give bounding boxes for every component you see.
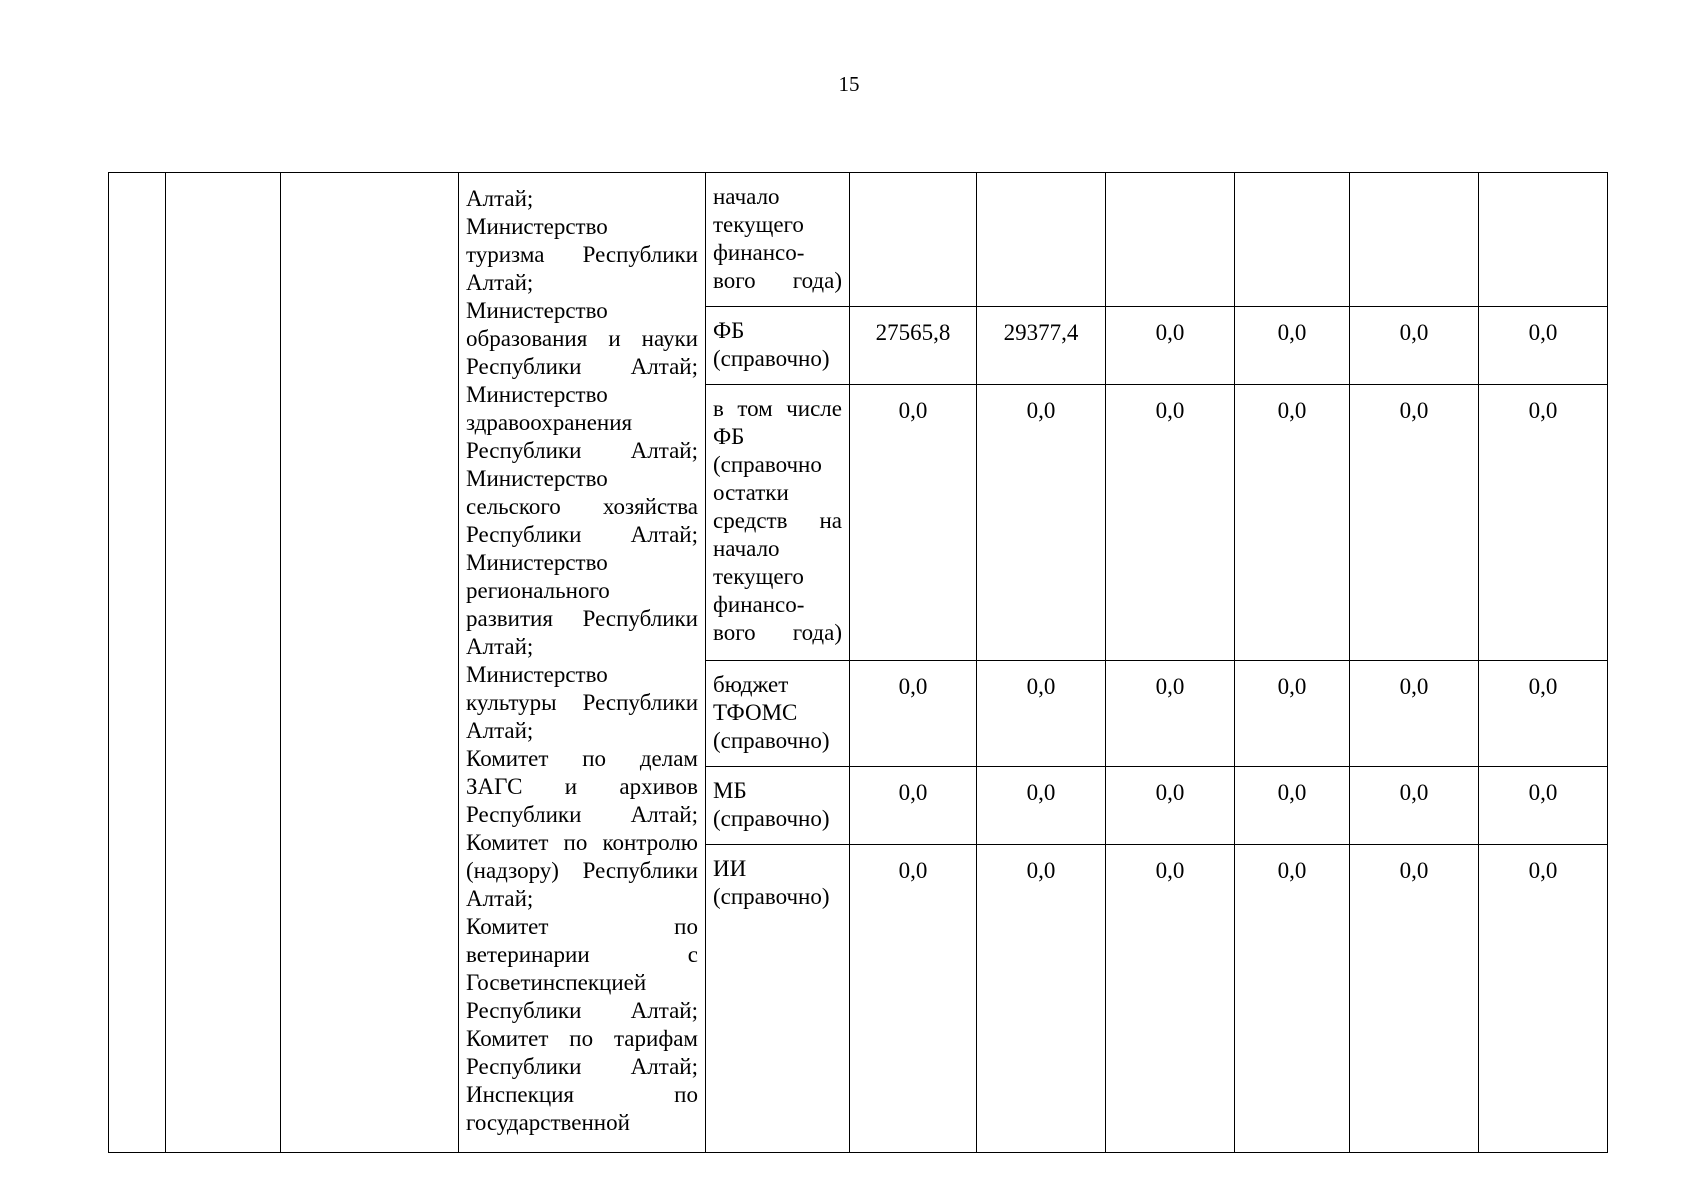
responsible-executor-line: государственной: [466, 1110, 630, 1135]
value-cell: 0,0: [1350, 385, 1479, 661]
funding-source-line: бюджет: [713, 672, 789, 697]
responsible-executors-text: [466, 185, 698, 1137]
funding-source-line: средств на: [713, 508, 842, 533]
value-cell: 0,0: [1350, 661, 1479, 767]
responsible-executor-line: (надзору) Республики: [466, 858, 698, 883]
value-cell: 0,0: [1235, 767, 1350, 845]
funding-source-line: финансо-: [713, 592, 805, 617]
value-cell: 0,0: [977, 385, 1106, 661]
responsible-executor-line: развития Республики: [466, 606, 698, 631]
value-cell: 0,0: [1479, 767, 1608, 845]
responsible-executor-line: культуры Республики: [466, 690, 698, 715]
funding-source-cell: [706, 385, 850, 661]
value-cell: 0,0: [850, 661, 977, 767]
responsible-executor-line: Алтай;: [466, 270, 534, 295]
value-cell: 27565,8: [850, 307, 977, 385]
responsible-executor-line: Министерство: [466, 662, 608, 687]
funding-source-line: вого года): [713, 620, 842, 645]
responsible-executor-line: Госветинспекцией: [466, 970, 647, 995]
responsible-executor-line: Республики Алтай;: [466, 802, 698, 827]
value-cell: 0,0: [1479, 385, 1608, 661]
funding-source-line: текущего: [713, 564, 804, 589]
empty-cell-number: [109, 173, 166, 1153]
funding-source-line: в том числе: [713, 396, 842, 421]
responsible-executor-line: Комитет по: [466, 914, 698, 939]
value-cell: [1350, 173, 1479, 307]
funding-source-line: ФБ: [713, 424, 745, 449]
funding-source-line: начало: [713, 536, 780, 561]
responsible-executor-line: Республики Алтай;: [466, 1054, 698, 1079]
value-cell: 29377,4: [977, 307, 1106, 385]
responsible-executor-line: образования и науки: [466, 326, 698, 351]
value-cell: 0,0: [1106, 661, 1235, 767]
responsible-executor-line: Инспекция по: [466, 1082, 698, 1107]
responsible-executor-line: Министерство: [466, 466, 608, 491]
responsible-executor-line: ветеринарии с: [466, 942, 698, 967]
value-cell: [1235, 173, 1350, 307]
page-number: 15: [838, 72, 860, 96]
responsible-executor-line: Министерство: [466, 550, 608, 575]
funding-source-line: (справочно): [713, 884, 830, 909]
responsible-executor-line: здравоохранения: [466, 410, 633, 435]
value-cell: 0,0: [1106, 307, 1235, 385]
responsible-executor-line: туризма Республики: [466, 242, 698, 267]
value-cell: 0,0: [977, 845, 1106, 1153]
funding-source-line: начало: [713, 184, 780, 209]
responsible-executor-line: Министерство: [466, 298, 608, 323]
value-cell: 0,0: [1479, 661, 1608, 767]
funding-source-cell: [706, 661, 850, 767]
value-cell: 0,0: [1350, 767, 1479, 845]
value-cell: 0,0: [1235, 307, 1350, 385]
funding-source-line: финансо-: [713, 240, 805, 265]
value-cell: [1106, 173, 1235, 307]
table-row: [109, 173, 1608, 307]
responsible-executors-cell: [459, 173, 706, 1153]
funding-source-line: ИИ: [713, 856, 747, 881]
value-cell: 0,0: [977, 767, 1106, 845]
responsible-executor-line: Республики Алтай;: [466, 998, 698, 1023]
responsible-executor-line: Республики Алтай;: [466, 354, 698, 379]
responsible-executor-line: Алтай;: [466, 186, 534, 211]
responsible-executor-line: ЗАГС и архивов: [466, 774, 698, 799]
responsible-executor-line: Республики Алтай;: [466, 438, 698, 463]
value-cell: 0,0: [977, 661, 1106, 767]
responsible-executor-line: регионального: [466, 578, 610, 603]
funding-source-line: (справочно): [713, 346, 830, 371]
responsible-executor-line: Комитет по контролю: [466, 830, 698, 855]
funding-source-line: ТФОМС: [713, 700, 798, 725]
funding-source-line: МБ: [713, 778, 747, 803]
funding-source-cell: [706, 767, 850, 845]
funding-source-line: ФБ: [713, 318, 745, 343]
value-cell: 0,0: [1106, 845, 1235, 1153]
budget-table: [108, 172, 1608, 1153]
responsible-executor-line: сельского хозяйства: [466, 494, 698, 519]
value-cell: 0,0: [850, 385, 977, 661]
responsible-executor-line: Республики Алтай;: [466, 522, 698, 547]
value-cell: 0,0: [1235, 845, 1350, 1153]
value-cell: 0,0: [1235, 385, 1350, 661]
responsible-executor-line: Алтай;: [466, 634, 534, 659]
value-cell: [977, 173, 1106, 307]
funding-source-cell: [706, 173, 850, 307]
value-cell: 0,0: [1350, 845, 1479, 1153]
value-cell: 0,0: [1106, 767, 1235, 845]
empty-cell-program: [281, 173, 459, 1153]
value-cell: 0,0: [850, 767, 977, 845]
value-cell: 0,0: [1479, 307, 1608, 385]
value-cell: 0,0: [1235, 661, 1350, 767]
value-cell: [1479, 173, 1608, 307]
empty-cell-name: [166, 173, 281, 1153]
funding-source-cell: [706, 845, 850, 1153]
value-cell: 0,0: [1479, 845, 1608, 1153]
responsible-executor-line: Алтай;: [466, 886, 534, 911]
funding-source-line: (справочно: [713, 452, 822, 477]
funding-source-line: вого года): [713, 268, 842, 293]
value-cell: 0,0: [1350, 307, 1479, 385]
responsible-executor-line: Министерство: [466, 382, 608, 407]
funding-source-cell: [706, 307, 850, 385]
funding-source-line: остатки: [713, 480, 789, 505]
funding-source-line: текущего: [713, 212, 804, 237]
responsible-executor-line: Министерство: [466, 214, 608, 239]
value-cell: 0,0: [850, 845, 977, 1153]
funding-source-line: (справочно): [713, 728, 830, 753]
responsible-executor-line: Комитет по тарифам: [466, 1026, 698, 1051]
responsible-executor-line: Алтай;: [466, 718, 534, 743]
responsible-executor-line: Комитет по делам: [466, 746, 698, 771]
value-cell: 0,0: [1106, 385, 1235, 661]
value-cell: [850, 173, 977, 307]
funding-source-line: (справочно): [713, 806, 830, 831]
